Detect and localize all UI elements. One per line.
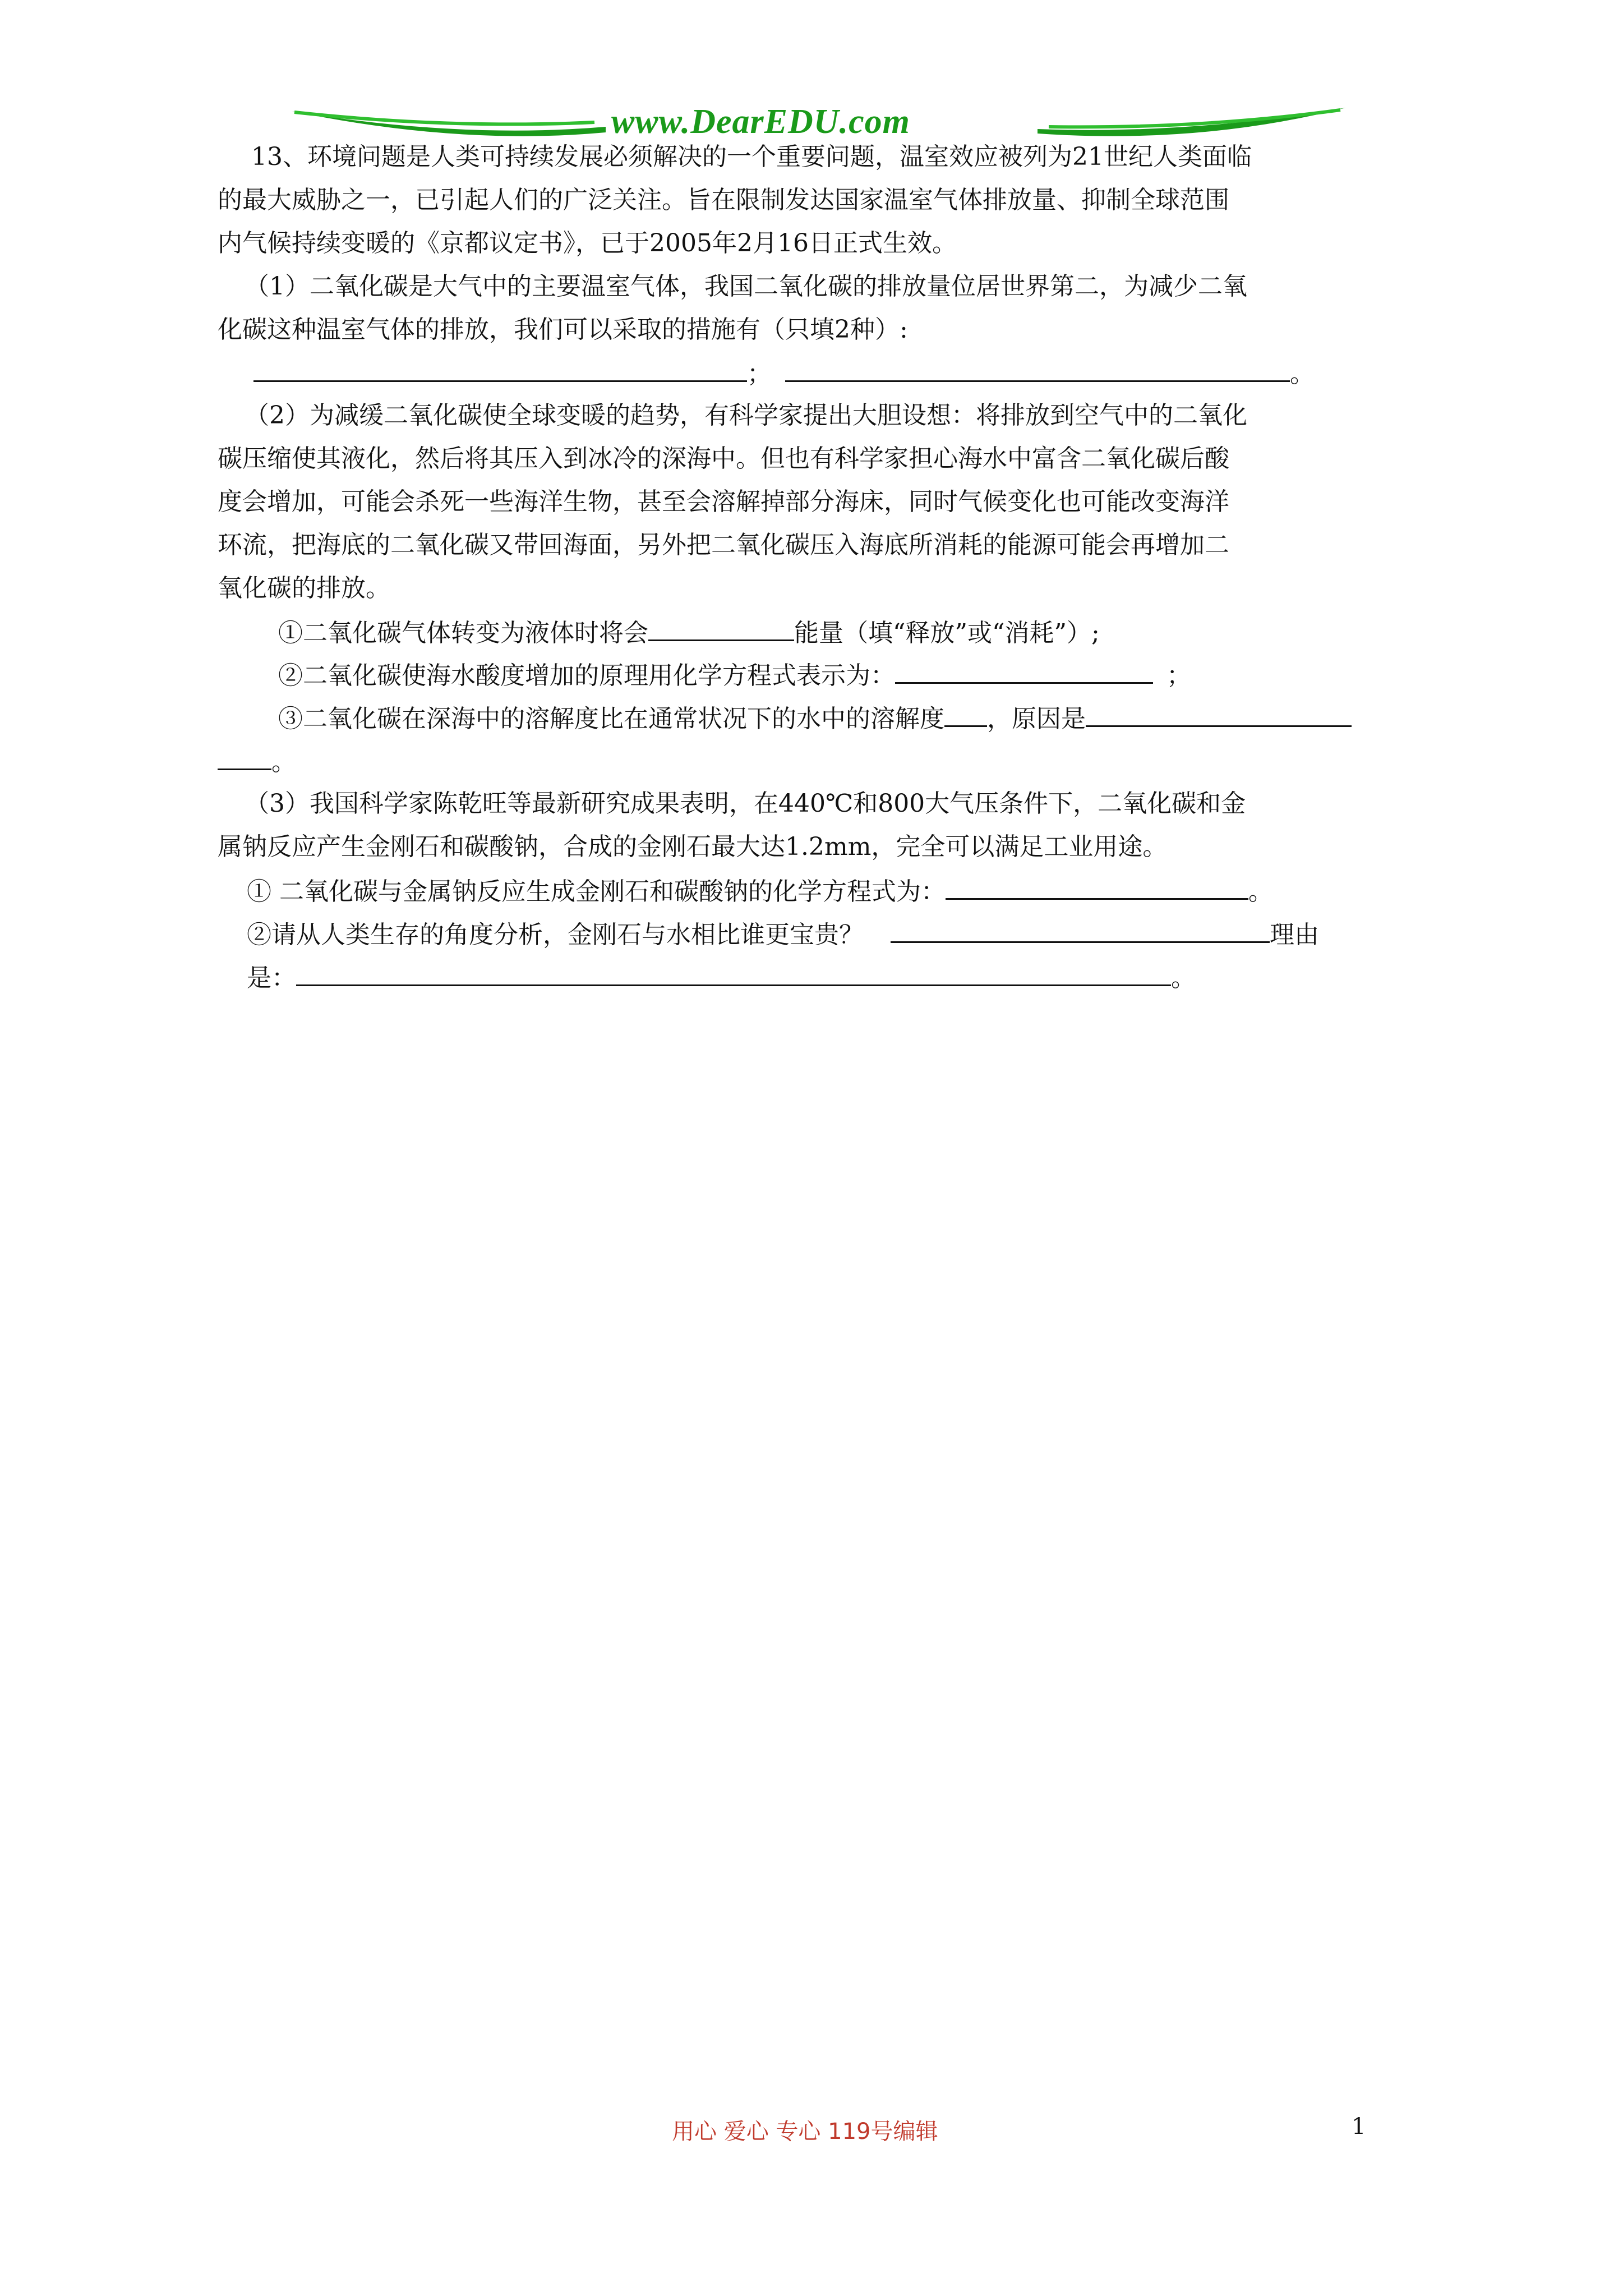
answer-blank-reason-cont[interactable]	[218, 744, 271, 770]
part2-sub3-cont	[218, 744, 296, 779]
answer-blank-solubility[interactable]	[944, 701, 987, 727]
answer-blank-measure-1[interactable]	[253, 356, 747, 382]
part3-sub2-cont	[247, 960, 1196, 995]
part3-sub1	[247, 873, 1273, 909]
part2-line-1: （2）为减缓二氧化碳使全球变暖的趋势，有科学家提出大胆设想：将排放到空气中的二氧化	[245, 401, 1247, 430]
sub1-text: ① 二氧化碳与金属钠反应生成金刚石和碳酸钠的化学方程式为：	[247, 877, 946, 906]
sub2-text-reason: 理由	[1270, 921, 1319, 949]
part3-line-2: 属钠反应产生金刚石和碳酸钠，合成的金刚石最大达1.2mm，完全可以满足工业用途。	[218, 832, 1168, 861]
part1-line-1: （1）二氧化碳是大气中的主要温室气体，我国二氧化碳的排放量位居世界第二，为减少二氧	[245, 272, 1247, 301]
answer-blank-equation[interactable]	[895, 657, 1153, 684]
part2-line-5: 氧化碳的排放。	[218, 574, 390, 602]
part2-sub3	[278, 701, 1352, 736]
part2-sub2	[278, 657, 1191, 693]
site-logo-text: www.DearEDU.com	[611, 103, 910, 141]
answer-blank-energy[interactable]	[648, 615, 794, 641]
part3-line-1: （3）我国科学家陈乾旺等最新研究成果表明，在440℃和800大气压条件下，二氧化碳和金	[245, 789, 1246, 818]
part2-line-2: 碳压缩使其液化，然后将其压入到冰冷的深海中。但也有科学家担心海水中富含二氧化碳后酸	[218, 444, 1229, 473]
site-header-banner	[292, 100, 1346, 145]
sub3-text-reason: ，原因是	[987, 705, 1086, 733]
page-number: 1	[1352, 2114, 1366, 2139]
separator: ；	[747, 360, 772, 388]
period: 。	[1290, 360, 1315, 388]
answer-blank-more-precious[interactable]	[891, 917, 1270, 943]
label-shi: 是：	[247, 964, 296, 992]
question-intro-line-2: 的最大威胁之一，已引起人们的广泛关注。旨在限制发达国家温室气体排放量、抑制全球范围	[218, 186, 1229, 214]
question-intro-line-1: 13、环境问题是人类可持续发展必须解决的一个重要问题，温室效应被列为21世纪人类面临	[251, 142, 1252, 171]
question-intro-line-3: 内气候持续变暖的《京都议定书》，已于2005年2月16日正式生效。	[218, 229, 957, 257]
answer-blank-measure-2[interactable]	[785, 356, 1290, 382]
footer-text: 用心 爱心 专心 119号编辑	[672, 2119, 938, 2145]
answer-blank-reaction-equation[interactable]	[946, 873, 1248, 900]
period: 。	[1248, 877, 1273, 906]
part3-sub2	[247, 917, 1319, 952]
sub1-text: ①二氧化碳气体转变为液体时将会	[278, 619, 648, 647]
answer-blank-reason-long[interactable]	[296, 960, 1171, 986]
sub3-text: ③二氧化碳在深海中的溶解度比在通常状况下的水中的溶解度	[278, 705, 944, 733]
part1-answer-row	[253, 356, 1315, 391]
period: 。	[1171, 964, 1196, 992]
part2-line-3: 度会增加，可能会杀死一些海洋生物，甚至会溶解掉部分海床，同时气候变化也可能改变海洋	[218, 487, 1229, 516]
answer-blank-reason[interactable]	[1086, 701, 1352, 727]
sub2-text: ②请从人类生存的角度分析，金刚石与水相比谁更宝贵？	[247, 921, 864, 949]
sub2-text: ②二氧化碳使海水酸度增加的原理用化学方程式表示为：	[278, 661, 895, 690]
part2-line-4: 环流，把海底的二氧化碳又带回海面，另外把二氧化碳压入海底所消耗的能源可能会再增加二	[218, 531, 1229, 559]
sub2-text-end: ；	[1166, 661, 1191, 690]
part1-line-2: 化碳这种温室气体的排放，我们可以采取的措施有（只填2种）:	[218, 315, 908, 344]
sub1-text-end: 能量（填“释放”或“消耗”）;	[794, 619, 1100, 647]
part2-sub1	[278, 615, 1100, 650]
period: 。	[271, 748, 296, 776]
